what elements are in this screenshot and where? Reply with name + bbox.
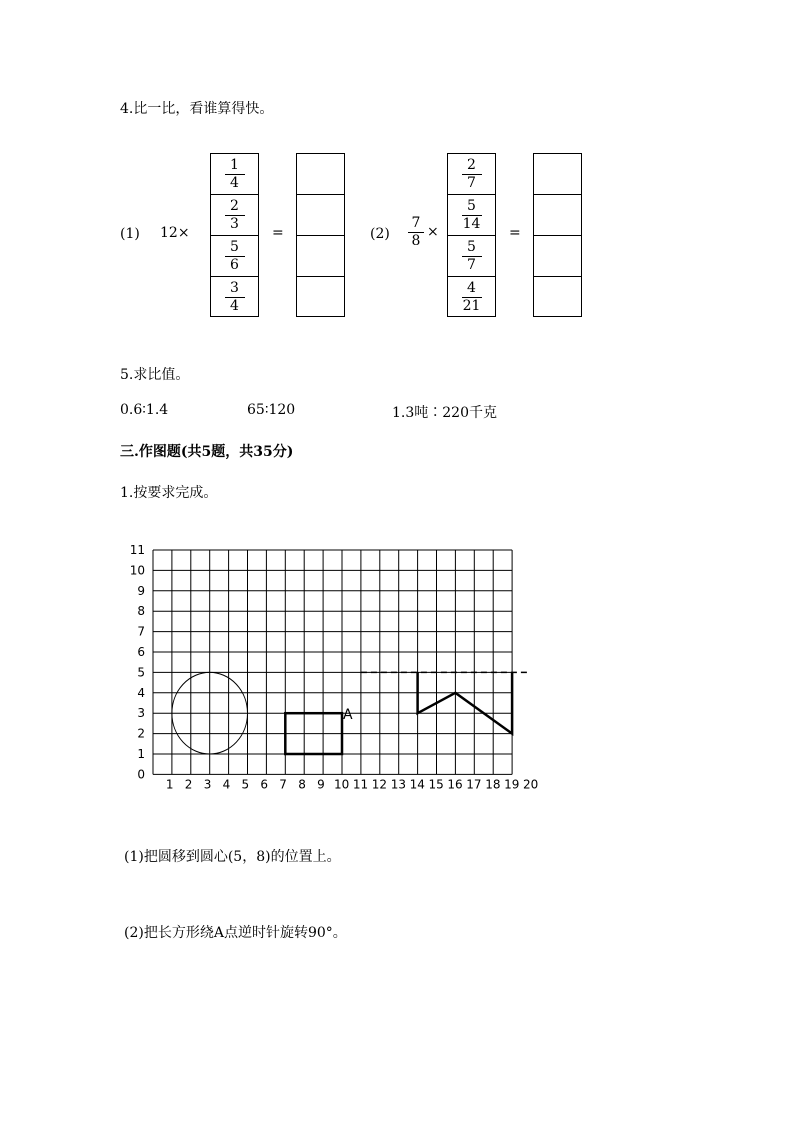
denominator: 21: [462, 298, 481, 314]
x-tick-label: 11: [352, 777, 369, 792]
denominator: 14: [462, 215, 481, 232]
y-tick-label: 5: [137, 665, 145, 680]
numerator: 4: [467, 280, 476, 296]
q5-title: 5.求比值。: [120, 367, 190, 383]
x-tick-label: 4: [222, 777, 231, 792]
y-tick-label: 7: [137, 624, 145, 639]
y-tick-label: 1: [137, 747, 145, 761]
numerator: 5: [467, 197, 476, 214]
q1-sub2: (2)把长方形绕A点逆时针旋转90°。: [124, 925, 347, 941]
q4-part2-label: (2): [370, 226, 390, 242]
x-tick-label: 5: [241, 777, 250, 792]
denominator: 3: [230, 215, 239, 232]
section3-title: 三.作图题(共5题，共35分): [120, 444, 294, 460]
x-tick-label: 2: [184, 777, 193, 792]
y-tick-label: 0: [137, 767, 145, 782]
numerator: 3: [230, 280, 239, 296]
y-tick-label: 6: [137, 645, 145, 659]
denominator: 7: [467, 174, 476, 191]
numerator: 2: [467, 156, 476, 173]
denominator: 7: [467, 256, 476, 273]
x-tick-label: 20: [523, 777, 539, 792]
q4-part2-times: ×: [427, 224, 439, 240]
polyline-shape: [418, 672, 512, 733]
x-tick-label: 18: [485, 777, 501, 792]
q4-part1-multiplier: 12×: [160, 225, 190, 241]
x-tick-label: 16: [447, 777, 463, 792]
q5-item-3: 1.3吨∶220千克: [392, 405, 497, 421]
numerator: 5: [230, 238, 239, 255]
x-tick-label: 7: [279, 777, 287, 792]
x-tick-label: 6: [260, 777, 269, 792]
x-tick-label: 17: [466, 777, 482, 792]
x-tick-label: 10: [334, 777, 350, 792]
numerator: 2: [230, 197, 239, 214]
numerator: 1: [230, 156, 239, 173]
y-tick-label: 11: [129, 543, 145, 557]
point-a-label: A: [343, 707, 353, 724]
y-tick-label: 4: [137, 685, 145, 700]
q1-title: 1.按要求完成。: [120, 485, 218, 501]
x-tick-label: 19: [504, 777, 520, 792]
x-tick-label: 12: [371, 777, 388, 792]
x-tick-label: 15: [428, 777, 444, 792]
q4-part2-equals: =: [509, 225, 521, 241]
x-tick-label: 8: [298, 777, 306, 792]
grid-lines: [153, 550, 512, 774]
x-tick-label: 14: [409, 777, 425, 792]
numerator: 7: [411, 214, 421, 231]
q5-item-1: 0.6∶1.4: [120, 402, 169, 418]
q4-part1-equals: =: [272, 225, 284, 241]
y-tick-label: 10: [129, 563, 145, 578]
x-tick-label: 1: [165, 777, 174, 792]
y-tick-label: 2: [137, 726, 145, 741]
y-tick-label: 9: [137, 583, 145, 598]
x-tick-label: 3: [203, 777, 212, 792]
denominator: 8: [411, 232, 421, 249]
y-tick-label: 8: [137, 604, 145, 619]
y-tick-label: 3: [137, 706, 145, 721]
q5-item-2: 65∶120: [247, 402, 296, 418]
denominator: 4: [230, 174, 239, 191]
q4-title: 4.比一比，看谁算得快。: [120, 101, 274, 117]
numerator: 5: [467, 238, 476, 255]
x-tick-label: 13: [390, 777, 406, 792]
q1-sub1: (1)把圆移到圆心(5，8)的位置上。: [124, 849, 341, 865]
q4-part1-label: (1): [120, 226, 140, 242]
denominator: 6: [230, 256, 239, 273]
x-tick-label: 9: [317, 777, 325, 792]
denominator: 4: [230, 298, 239, 314]
